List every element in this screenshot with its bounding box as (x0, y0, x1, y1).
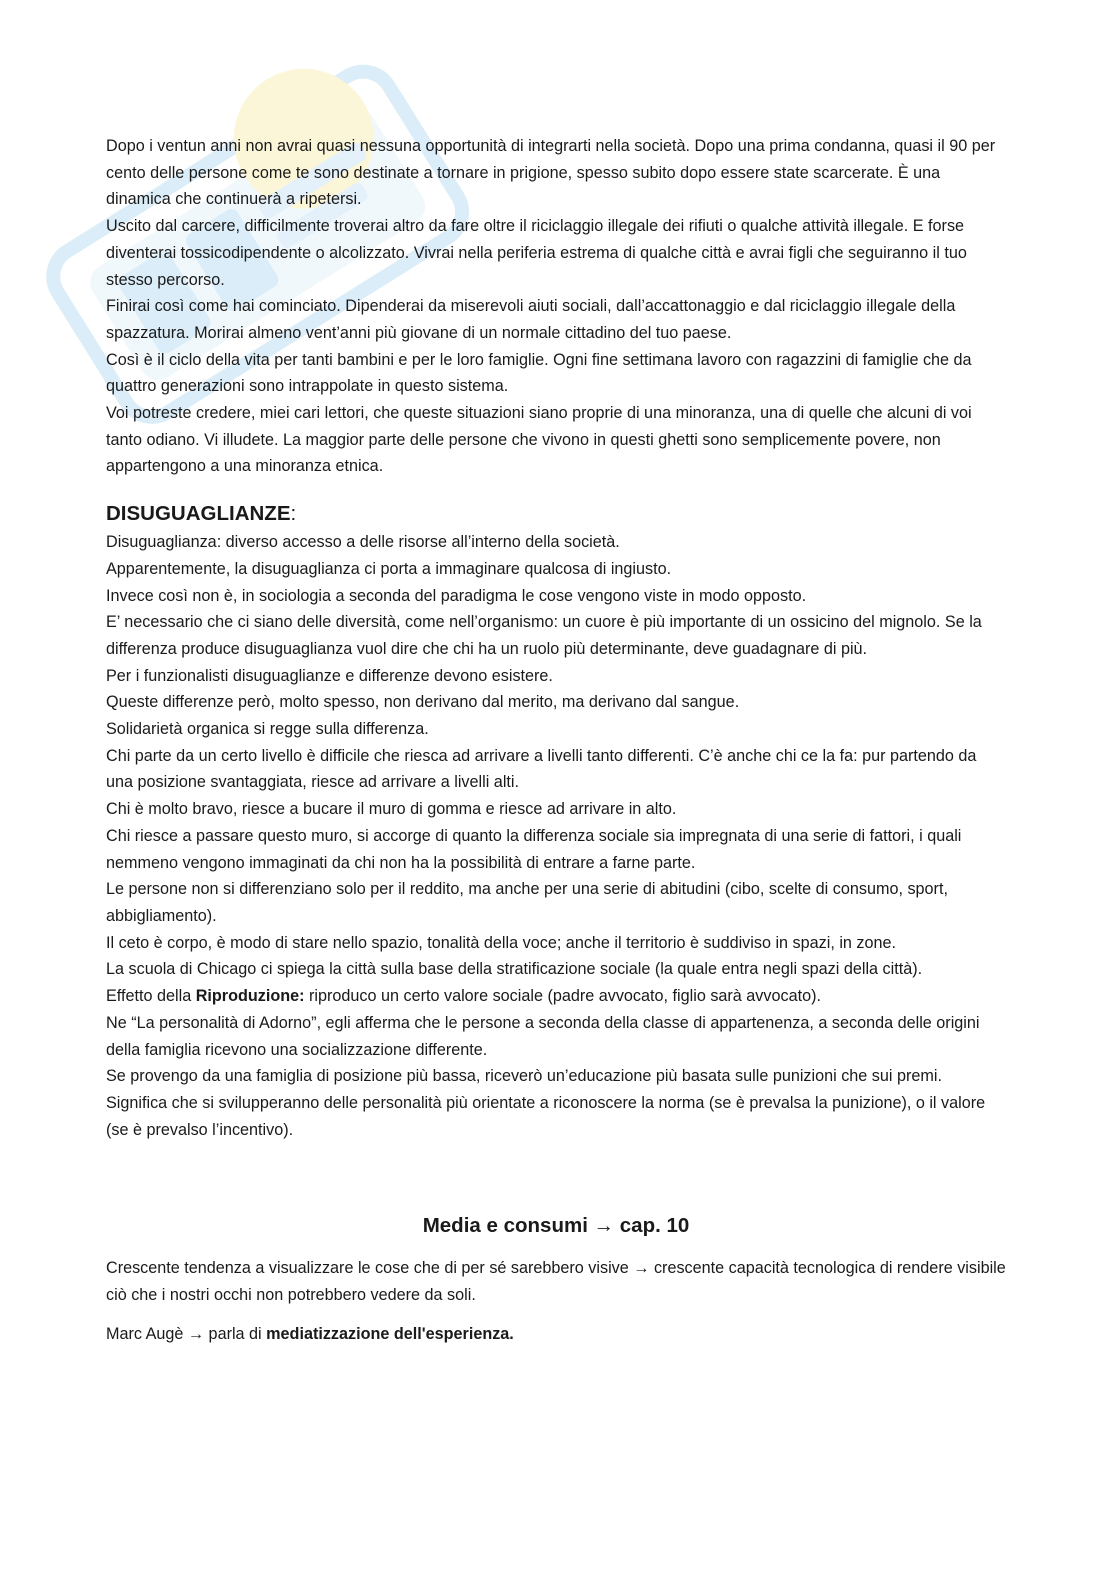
auge-paragraph (106, 1321, 1006, 1348)
auge-bold-term: mediatizzazione dell'esperienza. (266, 1324, 514, 1343)
disuguaglianze-paragraph: La scuola di Chicago ci spiega la città sulla base della stratificazione sociale (la quale entra negli spazi della città). (106, 960, 923, 979)
disuguaglianze-paragraph: Per i funzionalisti disuguaglianze e differenze devono esistere. (106, 666, 553, 685)
document-page (106, 133, 1006, 1347)
disuguaglianze-paragraph: Solidarietà organica si regge sulla differenza. (106, 720, 429, 739)
disuguaglianze-heading (106, 499, 1006, 529)
disuguaglianze-paragraph: Significa che si svilupperanno delle personalità più orientate a riconoscere la norma (se è prevalsa la punizione), o il valore (se è prevalso l’incentivo). (106, 1093, 986, 1139)
disuguaglianze-paragraph: Chi riesce a passare questo muro, si accorge di quanto la differenza sociale sia impregnata di una serie di fattori, i quali nemmeno vengono immaginati da chi non ha la possibilità di entrare a farne parte. (106, 826, 962, 872)
disuguaglianze-paragraph: Le persone non si differenziano solo per il reddito, ma anche per una serie di abitudini (cibo, scelte di consumo, sport, abbigliamento). (106, 880, 948, 925)
intro-paragraph-1: Dopo i ventun anni non avrai quasi nessuna opportunità di integrarti nella società. Dopo una prima condanna, quasi il 90 per cento delle persone come te sono destinate a tornare in prigione, spesso subito dopo essere state scarcerate. È una dinamica che continuerà a ripetersi. (106, 137, 996, 209)
disuguaglianze-paragraph: Invece così non è, in sociologia a seconda del paradigma le cose vengono viste in modo opposto. (106, 586, 807, 605)
heading-colon: : (290, 502, 297, 526)
intro-paragraph-5: Voi potreste credere, miei cari lettori, che queste situazioni siano proprie di una minoranza, una di quelle che alcuni di voi tanto odiano. Vi illudete. La maggior parte delle persone che vivono in questi ghetti sono semplicemente povere, non appartengono a una minoranza etnica. (106, 404, 972, 476)
riproduzione-term: Riproduzione: (195, 987, 305, 1006)
intro-section (106, 133, 1006, 480)
media-block (106, 1255, 1006, 1308)
intro-paragraph-4: Così è il ciclo della vita per tanti bambini e per le loro famiglie. Ogni fine settimana lavoro con ragazzini di famiglie che da quattro generazioni sono intrappolate in questo sistema. (106, 350, 972, 396)
disuguaglianze-heading-text: DISUGUAGLIANZE (106, 502, 291, 526)
disuguaglianze-paragraph: Chi parte da un certo livello è difficile che riesca ad arrivare a livelli tanto differenti. C’è anche chi ce la fa: pur partendo da una posizione svantaggiata, riesce ad arrivare a livelli alti. (106, 746, 977, 792)
disuguaglianze-paragraph: Ne “La personalità di Adorno”, egli afferma che le persone a seconda della classe di appartenenza, a seconda delle origini della famiglia ricevono una socializzazione differente. (106, 1013, 980, 1059)
riproduzione-suffix: riproduco un certo valore sociale (padre avvocato, figlio sarà avvocato). (304, 987, 821, 1006)
riproduzione-prefix: Effetto della (106, 987, 196, 1006)
disuguaglianze-paragraph: Queste differenze però, molto spesso, non derivano dal merito, ma derivano dal sangue. (106, 693, 740, 712)
disuguaglianze-paragraph: E’ necessario che ci siano delle diversità, come nell’organismo: un cuore è più importante di un ossicino del mignolo. Se la differenza produce disuguaglianza vuol dire che chi ha un ruolo più determinante, deve guadagnare di più. (106, 613, 982, 658)
disuguaglianze-paragraph: Il ceto è corpo, è modo di stare nello spazio, tonalità della voce; anche il territorio è suddiviso in spazi, in zone. (106, 933, 897, 952)
intro-paragraph-2: Uscito dal carcere, difficilmente troverai altro da fare oltre il riciclaggio illegale dei rifiuti o qualche attività illegale. E forse diventerai tossicodipendente o alcolizzato. Vivrai nella periferia estrema di qualche città e avrai figli che seguiranno il tuo stesso percorso. (106, 217, 967, 289)
riproduzione-paragraph (106, 983, 1006, 1010)
disuguaglianze-section (106, 499, 1006, 1143)
auge-prefix: Marc Augè → parla di (106, 1324, 267, 1343)
media-paragraph-1: Crescente tendenza a visualizzare le cose che di per sé sarebbero visive → crescente capacità tecnologica di rendere visibile ciò che i nostri occhi non potrebbero vedere da soli. (106, 1259, 1006, 1305)
disuguaglianze-paragraph: Apparentemente, la disuguaglianza ci porta a immaginare qualcosa di ingiusto. (106, 559, 672, 578)
intro-paragraph-3: Finirai così come hai cominciato. Dipenderai da miserevoli aiuti sociali, dall’accattonaggio e dal riciclaggio illegale della spazzatura. Morirai almeno vent’anni più giovane di un normale cittadino del tuo paese. (106, 297, 956, 342)
media-section (106, 1211, 1006, 1347)
chapter-title: Media e consumi → cap. 10 (422, 1214, 690, 1238)
disuguaglianze-paragraph: Chi è molto bravo, riesce a bucare il muro di gomma e riesce ad arrivare in alto. (106, 800, 677, 819)
media-block (106, 1321, 1006, 1348)
disuguaglianze-paragraph: Disuguaglianza: diverso accesso a delle risorse all’interno della società. (106, 533, 620, 552)
disuguaglianze-paragraph: Se provengo da una famiglia di posizione più bassa, riceverò un’educazione più basata sulle punizioni che sui premi. (106, 1067, 942, 1086)
